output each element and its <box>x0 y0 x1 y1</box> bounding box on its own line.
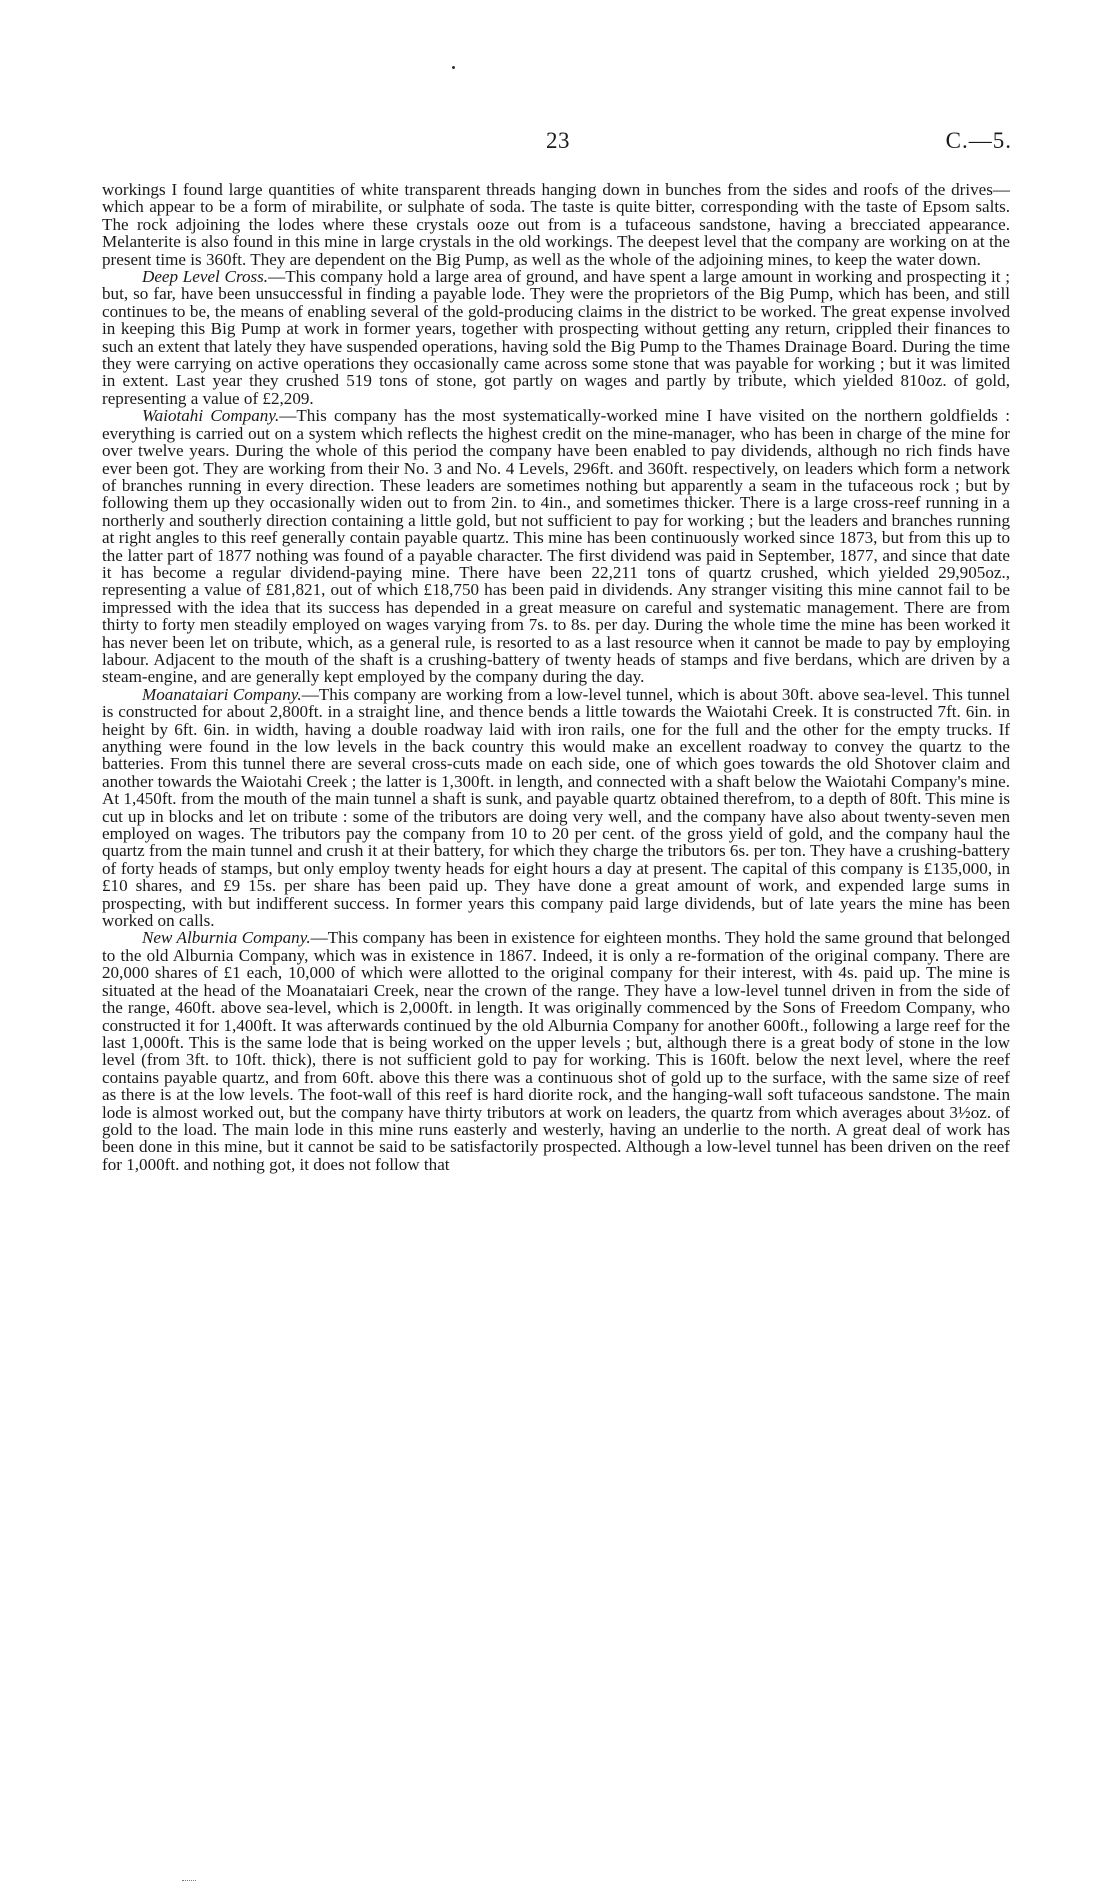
paragraph-text: —This company has been in existence for eighteen months. They hold the same ground that belonged to the old Alburnia Company, which was in existence in 1867. Indeed, it is only a re-formation of the original company. There are 20,000 shares of £1 each, 10,000 of which were allotted to the original company for their interest, with 4s. paid up. The mine is situated at the head of the Moanataiari Creek, near the crown of the range. They have a low-level tunnel driven in from the side of the range, 460ft. above sea-level, which is 2,000ft. in length. It was originally commenced by the Sons of Freedom Company, who constructed it for 1,400ft. It was afterwards continued by the old Alburnia Company for another 600ft., following a large reef for the last 1,000ft. This is the same lode that is being worked on the upper levels ; but, although there is a great body of stone in the low level (from 3ft. to 10ft. thick), there is not sufficient gold to pay for working. This is 160ft. below the next level, where the reef contains payable quartz, and from 60ft. above this there was a continuous shot of gold up to the surface, with the same size of reef as there is at the low levels. The foot-wall of this reef is hard diorite rock, and the hanging-wall soft tufaceous sandstone. The main lode is almost worked out, but the company have thirty tributors at work on leaders, the quartz from which averages about 3½oz. of gold to the load. The main lode in this mine runs easterly and westerly, having an underlie to the north. A great deal of work has been done in this mine, but it cannot be said to be satisfactorily prospected. Although a low-level tunnel has been driven on the reef for 1,000ft. and nothing got, it does not follow that <box>102 928 1010 1174</box>
paragraph-text: —This company are working from a low-level tunnel, which is about 30ft. above sea-level. This tunnel is constructed for about 2,800ft. in a straight line, and thence bends a little towards the Waiotahi Creek. It is constructed 7ft. 6in. in height by 6ft. 6in. in width, having a double roadway laid with iron rails, one for the full and the other for the empty trucks. If anything were found in the low levels in the back country this would make an excellent roadway to convey the quartz to the batteries. From this tunnel there are several cross-cuts made on each side, one of which goes towards the old Shotover claim and another towards the Waiotahi Creek ; the latter is 1,300ft. in length, and connected with a shaft below the Waiotahi Company's mine. At 1,450ft. from the mouth of the main tunnel a shaft is sunk, and payable quartz obtained therefrom, to a depth of 80ft. This mine is cut up in blocks and let on tribute : some of the tributors are doing very well, and the company have also about twenty-seven men employed on wages. The tributors pay the company from 10 to 20 per cent. of the gross yield of gold, and the company haul the quartz from the main tunnel and crush it at their battery, for which they charge the tributors 6s. per ton. They have a crushing-battery of forty heads of stamps, but only employ twenty heads for eight hours a day at present. The capital of this company is £135,000, in £10 shares, and £9 15s. per share has been paid up. They have done a great amount of work, and expended large sums in prospecting, with but indifferent success. In former years this company paid large dividends, but of late years the mine has been worked on calls. <box>102 684 1011 931</box>
section-title: Moanataiari Company. <box>142 684 302 704</box>
body-text <box>102 181 1010 1173</box>
paragraph-waiotahi-company <box>102 407 1010 686</box>
page-number: 23 <box>546 128 570 153</box>
paragraph-moanataiari-company <box>102 686 1010 930</box>
paragraph-text: workings I found large quantities of white transparent threads hanging down in bunches from the sides and roofs of the drives—which appear to be a form of mirabilite, or sulphate of soda. The taste is quite bitter, corresponding with the taste of Epsom salts. The rock adjoining the lodes where these crystals ooze out from is a tufaceous sandstone, having a brecciated appearance. Melanterite is also found in this mine in large crystals in the old workings. The deepest level that the company are working on at the present time is 360ft. They are dependent on the Big Pump, as well as the whole of the adjoining mines, to keep the water down. <box>102 180 1010 269</box>
footer-mark <box>182 1880 196 1883</box>
paragraph-text: —This company hold a large area of ground, and have spent a large amount in working and prospecting it ; but, so far, have been unsuccessful in finding a payable lode. They were the proprietors of the Big Pump, which has been, and still continues to be, the means of enabling several of the gold-producing claims in the district to be worked. The great expense involved in keeping this Big Pump at work in former years, together with prospecting without getting any return, crippled their finances to such an extent that lately they have suspended operations, having sold the Big Pump to the Thames Drainage Board. During the time they were carrying on active operations they occasionally came across some stone that was payable for working ; but it was limited in extent. Last year they crushed 519 tons of stone, got partly on wages and partly by tribute, which yielded 810oz. of gold, representing a value of £2,209. <box>102 267 1010 408</box>
paragraph-deep-level-cross <box>102 268 1010 407</box>
stray-dot-mark <box>452 66 455 69</box>
section-title: Waiotahi Company. <box>142 406 280 426</box>
section-title: Deep Level Cross. <box>142 267 269 287</box>
paragraph-continuation <box>102 181 1010 268</box>
section-title: New Alburnia Company. <box>142 928 311 948</box>
paragraph-text: —This company has the most systematically-worked mine I have visited on the northern goldfields : everything is carried out on a system which reflects the highest credit on the mine-manager, who has been in charge of the mine for over twelve years. During the whole of this period the company have been enabled to pay dividends, although no rich finds have ever been got. They are working from their No. 3 and No. 4 Levels, 296ft. and 360ft. respectively, on leaders which form a network of branches running in every direction. These leaders are sometimes nothing but apparently a seam in the tufaceous rock ; but by following them up they occasionally widen out to from 2in. to 4in., and sometimes thicker. There is a large cross-reef running in a northerly and southerly direction containing a little gold, but not sufficient to pay for working ; but the leaders and branches running at right angles to this reef generally contain payable quartz. This mine has been continuously worked since 1873, but from this up to the latter part of 1877 nothing was found of a payable character. The first dividend was paid in September, 1877, and since that date it has become a regular dividend-paying mine. There have been 22,211 tons of quartz crushed, which yielded 29,905oz., representing a value of £81,821, out of which £18,750 has been paid in dividends. Any stranger visiting this mine cannot fail to be impressed with the idea that its success has depended in a great measure on careful and systematic management. There are from thirty to forty men steadily employed on wages varying from 7s. to 8s. per day. During the whole time the mine has been worked it has never been let on tribute, which, as a general rule, is resorted to as a last resource when it cannot be made to pay by employing labour. Adjacent to the mouth of the shaft is a crushing-battery of twenty heads of stamps and five berdans, which are driven by a steam-engine, and are generally kept employed by the company during the day. <box>102 406 1010 687</box>
document-reference: C.—5. <box>945 128 1012 153</box>
paragraph-new-alburnia-company <box>102 929 1010 1173</box>
